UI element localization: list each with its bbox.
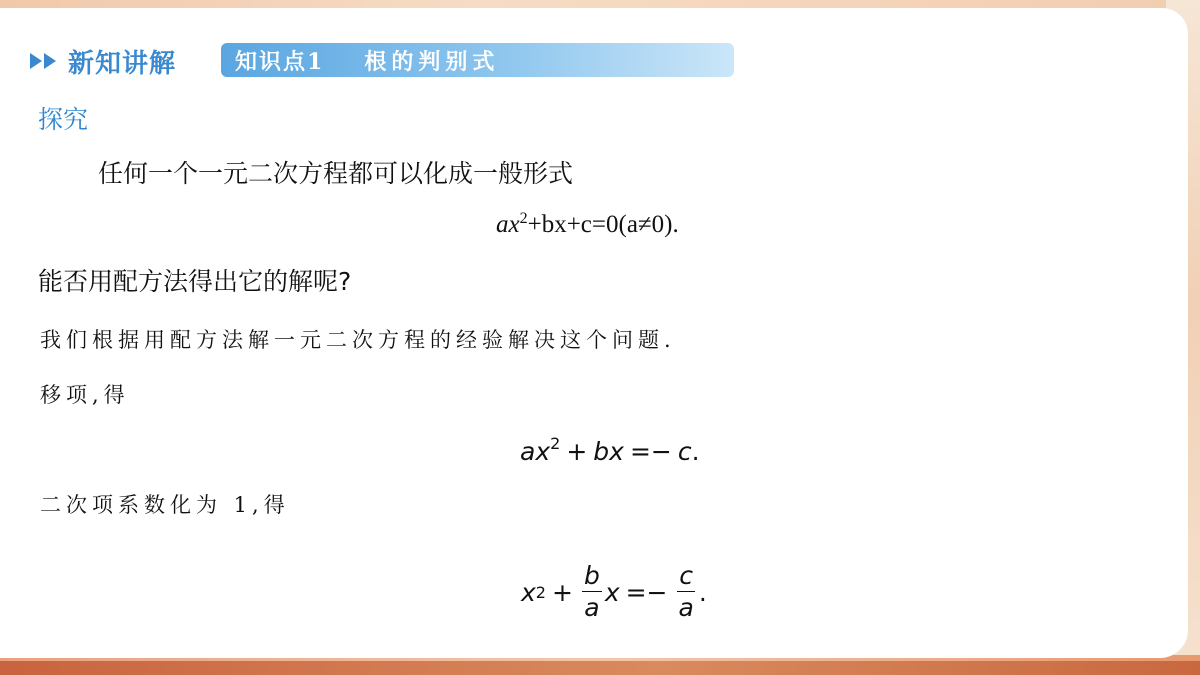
fraction-denominator-a: a [584,592,600,622]
slide-card [0,8,1188,658]
topic-name: 根的判别式 [364,48,500,75]
section-title: 新知讲解 [68,48,177,79]
explore-label: 探究 [38,105,89,134]
general-form-exponent: 2 [519,210,528,227]
general-form-lhs: ax [496,211,520,238]
eq-frac-end: . [698,577,707,607]
general-form-equation [496,210,679,239]
eq-bx: bx [593,437,624,466]
general-form-rest: +bx+c=0(a≠0). [527,211,679,238]
eq-moved-plus: + [566,437,588,466]
statement-text: 任何一个一元二次方程都可以化成一般形式 [98,159,574,188]
eq-c: c [677,437,692,466]
question-text: 能否用配方法得出它的解呢? [38,267,352,296]
moved-equation [520,434,700,466]
eq-frac-exponent: 2 [535,582,546,602]
intro-text: 我们根据用配方法解一元二次方程的经验解决这个问题. [40,328,676,352]
topic-label: 知识点1 [235,48,325,75]
eq-moved-end: . [691,437,700,466]
eq-ax: ax [520,437,551,466]
section-header [30,42,176,80]
topic-banner [221,43,734,77]
eq-moved-equals: =− [629,437,672,466]
double-play-arrow-icon [30,42,60,80]
fraction-b-over-a [582,561,602,624]
coefficient-text: 二次项系数化为 1,得 [40,493,290,517]
fraction-c-over-a [677,561,696,624]
fraction-numerator-c: c [679,560,694,590]
fraction-equation [521,554,707,630]
fraction-denominator-a2: a [678,592,694,622]
eq-frac-plus: + [551,577,573,607]
eq-moved-exponent: 2 [550,434,561,453]
eq-frac-equals: =− [625,577,668,607]
fraction-numerator-b: b [583,560,600,590]
eq-frac-x2: x [604,577,620,607]
eq-frac-x: x [521,577,536,607]
move-terms-text: 移项,得 [40,383,130,407]
